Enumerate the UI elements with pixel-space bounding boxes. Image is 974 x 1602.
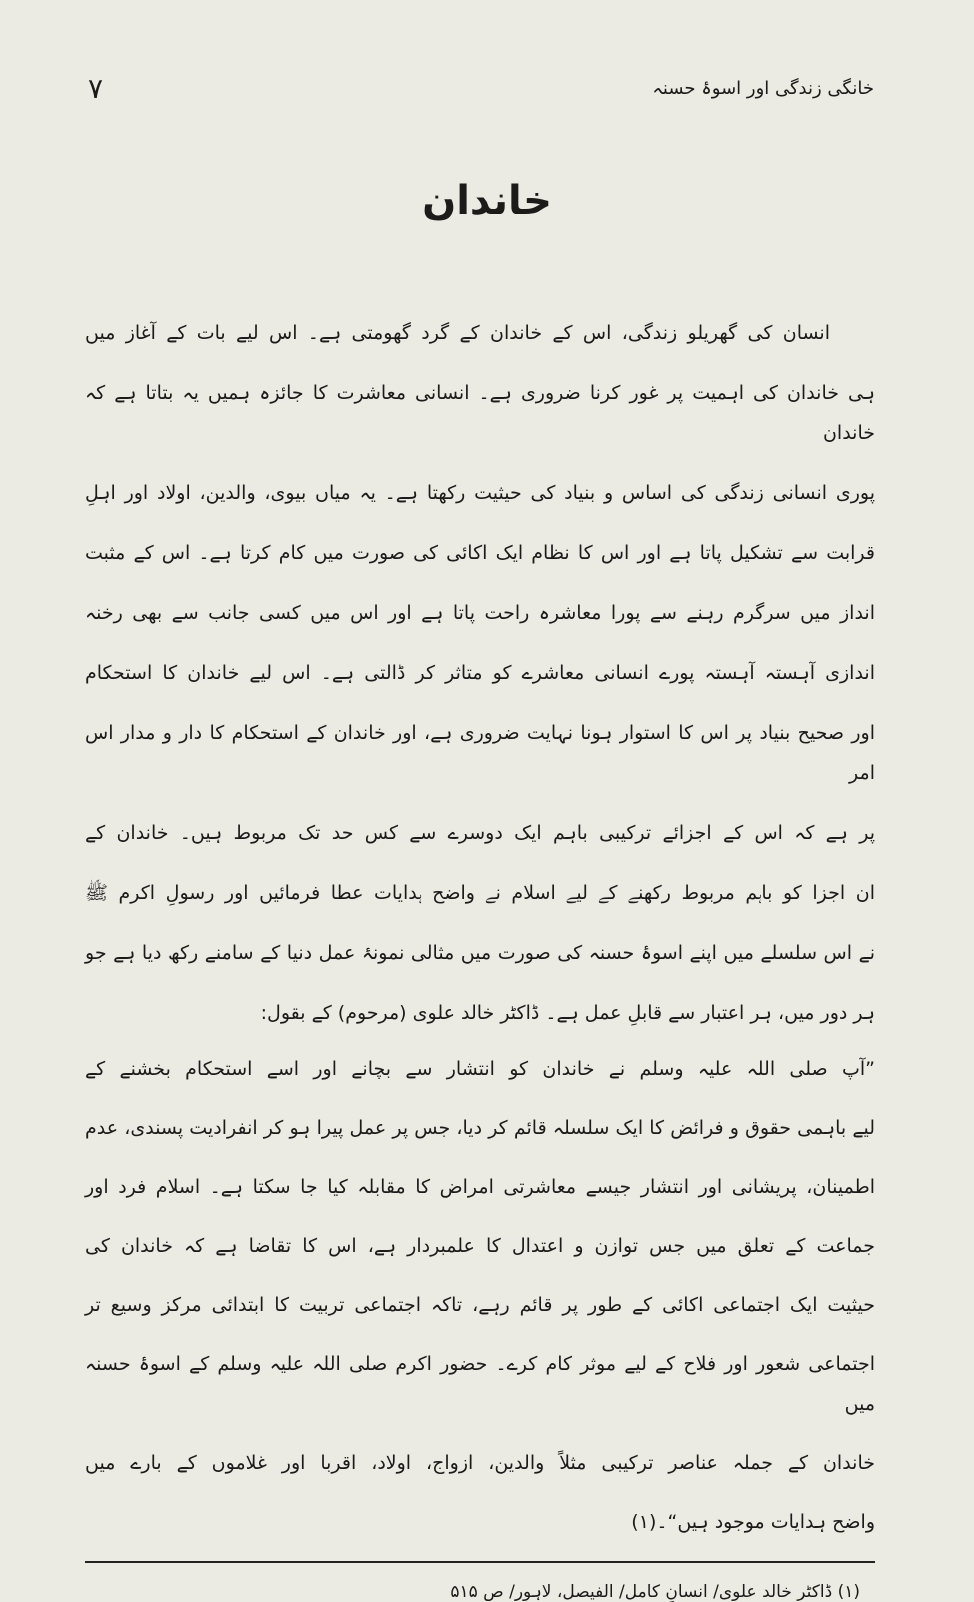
- body-line: ان اجزا کو باہم مربوط رکھنے کے لیے اسلام نے واضح ہدایات عطا فرمائیں اور رسولِ اکرم ﷺ: [85, 882, 875, 904]
- body-text: [85, 313, 875, 1602]
- quote-line: اجتماعی شعور اور فلاح کے لیے موثر کام کرے۔ حضور اکرم صلی اللہ علیہ وسلم کے اسوۂ حسنہ میں: [85, 1353, 875, 1415]
- quote-line: خاندان کے جملہ عناصر ترکیبی مثلاً والدین، ازواج، اولاد، اقربا اور غلاموں کے بارے میں: [85, 1452, 875, 1474]
- footnote: (۱) ڈاکٹر خالد علوی/ انسانِ کامل/ الفیصل، لاہور/ ص ۵۱۵: [450, 1582, 860, 1602]
- body-line: پوری انسانی زندگی کی اساس و بنیاد کی حیثیت رکھتا ہے۔ یہ میاں بیوی، والدین، اولاد اور اہلِ: [85, 482, 875, 504]
- body-line: نے اس سلسلے میں اپنے اسوۂ حسنہ کی صورت میں مثالی نمونۂ عمل دنیا کے سامنے رکھ دیا ہے جو: [85, 942, 875, 964]
- running-header: خانگی زندگی اور اسوۂ حسنہ: [652, 78, 874, 99]
- body-line: ہی خاندان کی اہمیت پر غور کرنا ضروری ہے۔ انسانی معاشرت کا جائزہ ہمیں یہ بتاتا ہے کہ خاندان: [85, 382, 875, 444]
- body-line: اور صحیح بنیاد پر اس کا استوار ہونا نہایت ضروری ہے، اور خاندان کے استحکام کا دار و مدار اس امر: [85, 722, 875, 784]
- block-quote: [85, 1049, 875, 1542]
- quote-line: حیثیت ایک اجتماعی اکائی کے طور پر قائم رہے، تاکہ اجتماعی تربیت کا ابتدائی مرکز وسیع تر: [85, 1294, 875, 1316]
- footnote-divider: [85, 1561, 875, 1563]
- body-line: ہر دور میں، ہر اعتبار سے قابلِ عمل ہے۔ ڈاکٹر خالد علوی (مرحوم) کے بقول:: [260, 1002, 875, 1024]
- chapter-title: خاندان: [422, 178, 552, 224]
- body-line: قرابت سے تشکیل پاتا ہے اور اس کا نظام ایک اکائی کی صورت میں کام کرتا ہے۔ اس کے مثبت: [85, 542, 875, 564]
- body-line: انداز میں سرگرم رہنے سے پورا معاشرہ راحت پاتا ہے اور اس میں کسی جانب سے بھی رخنہ: [85, 602, 875, 624]
- quote-line: واضح ہدایات موجود ہیں“۔(۱): [631, 1511, 875, 1533]
- quote-line: جماعت کے تعلق میں جس توازن و اعتدال کا علمبردار ہے، اس کا تقاضا ہے کہ خاندان کی: [85, 1235, 875, 1257]
- quote-line: لیے باہمی حقوق و فرائض کا ایک سلسلہ قائم کر دیا، جس پر عمل پیرا ہو کر انفرادیت پسندی، عدم: [85, 1117, 875, 1139]
- quote-line: اطمینان، پریشانی اور انتشار جیسے معاشرتی امراض کا مقابلہ کیا جا سکتا ہے۔ اسلام فرد اور: [85, 1176, 875, 1198]
- quote-line: ”آپ صلی اللہ علیہ وسلم نے خاندان کو انتشار سے بچانے اور اسے استحکام بخشنے کے: [85, 1058, 875, 1080]
- body-line: انسان کی گھریلو زندگی، اس کے خاندان کے گرد گھومتی ہے۔ اس لیے بات کے آغاز میں: [85, 322, 830, 344]
- body-line: پر ہے کہ اس کے اجزائے ترکیبی باہم ایک دوسرے سے کس حد تک مربوط ہیں۔ خاندان کے: [85, 822, 875, 844]
- body-line: اندازی آہستہ آہستہ پورے انسانی معاشرے کو متاثر کر ڈالتی ہے۔ اس لیے خاندان کا استحکام: [85, 662, 875, 684]
- page-number: ۷: [88, 72, 104, 105]
- page-header: [0, 0, 974, 150]
